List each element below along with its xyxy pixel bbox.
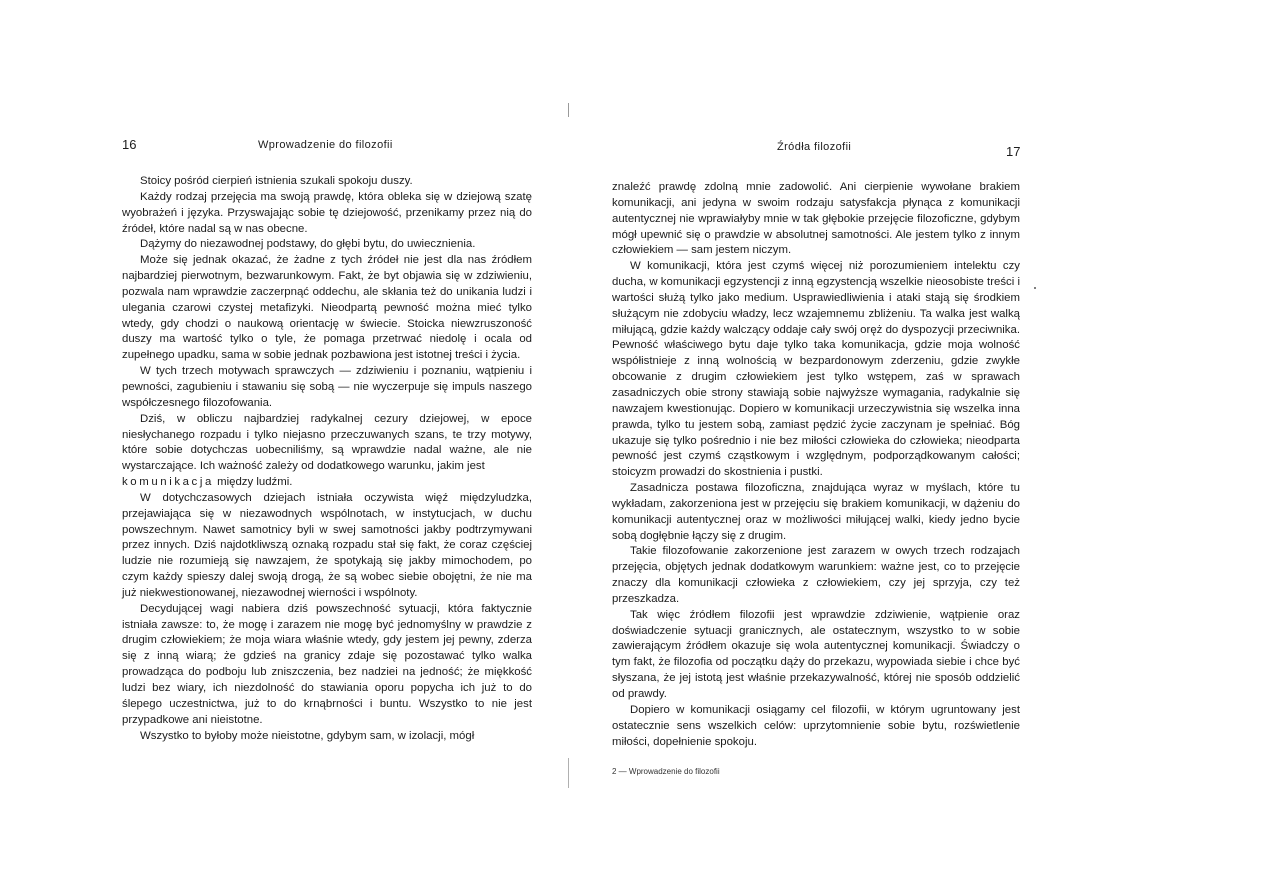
left-paragraph-4: Może się jednak okazać, że żadne z tych źródeł nie jest dla nas źródłem najbardziej pierwotnym, bezwarunkowym. Fakt, że byt objawia się w zdziwieniu, pozwala nam wprawdzie zaczerpnąć oddechu, ale skłania też do unikania ludzi i ulegania czarowi czystej metafizyki. Nieodpartą pewność można mieć tylko wtedy, gdy chodzi o naukową orientację w świecie. Stoicka niewzruszoność duszy ma wartość tylko o tyle, że pomaga przetrwać niedolę i ocala od zupełnego upadku, sama w sobie jednak pozbawiona jest istotnej treści i życia. — [122, 254, 532, 362]
right-body-text — [612, 180, 1020, 750]
left-paragraph-1: Stoicy pośród cierpień istnienia szukali spokoju duszy. — [140, 175, 413, 187]
spaced-term-tail: między ludźmi. — [213, 476, 293, 489]
left-paragraph-2: Każdy rodzaj przejęcia ma swoją prawdę, która obleka się w dziejową szatę wyobrażeń i języka. Przyswajając sobie tę dziejowość, przenikamy przez nią do źródeł, które nadal są w nas obecne. — [122, 190, 532, 235]
left-paragraph-6 — [122, 412, 532, 491]
left-paragraph-5: W tych trzech motywach sprawczych — zdziwieniu i poznaniu, wątpieniu i pewności, zagubieniu i stawaniu się sobą — nie wyczerpuje się impuls naszego współczesnego filozofowania. — [122, 365, 532, 409]
left-paragraph-9: Wszystko to byłoby może nieistotne, gdybym sam, w izolacji, mógł — [140, 729, 475, 742]
scan-speck — [1034, 287, 1036, 289]
left-paragraph-8: Decydującej wagi nabiera dziś powszechność sytuacji, która faktycznie istniała zawsze: to, że mogę i zarazem nie mogę być jednomyślny w prawdzie z drugim człowiekiem; że moja wiara właśnie wtedy, gdy jestem jej pewny, zderza się z inną wiarą; że gdzieś na granicy zdaje się pozostawać tylko walka prowadząca do podboju lub zniszczenia, bez nadziei na jedność; że miękkość ludzi bez wiary, ich niezdolność do stawiania oporu popycha ich już to do ślepego uczestnictwa, już to do krnąbrności i buntu. Wszystko to nie jest przypadkowe ani nieistotne. — [122, 602, 532, 726]
left-paragraph-3: Dążymy do niezawodnej podstawy, do głębi bytu, do uwiecznienia. — [140, 238, 476, 251]
right-paragraph-3: Zasadnicza postawa filozoficzna, znajdująca wyraz w myślach, które tu wykładam, zakorzeniona jest w przejęciu się brakiem komunikacji, w dążeniu do komunikacji autentycznej oraz w możliwości miłującej walki, kiedy jedno bycie sobą dogłębnie łączy się z drugim. — [612, 482, 1020, 542]
signature-note: 2 — Wprowadzenie do filozofii — [612, 767, 720, 776]
left-paragraph-6-text: Dziś, w obliczu najbardziej radykalnej cezury dziejowej, w epoce niesłychanego rozpadu i tylko niejasno przeczuwanych szans, te trzy motywy, które sobie dotychczas uobecniliśmy, są wprawdzie nadal ważne, ale nie wystarczające. Ich ważność zależy od dodatkowego warunku, jakim jest — [122, 412, 532, 473]
right-page-number: 17 — [1006, 144, 1021, 159]
right-paragraph-2: W komunikacji, która jest czymś więcej niż porozumieniem intelektu czy ducha, w komunikacji egzystencji z inną egzystencją wszelkie nieosobiste treści i wartości służą tylko jako medium. Usprawiedliwienia i ataki stają się środkiem służącym nie zdobyciu władzy, lecz wzajemnemu zbliżeniu. Ta walka jest walką miłującą, gdzie każdy walczący oddaje cały swój oręż do dyspozycji przeciwnika. Pewność właściwego bytu daje tylko taka komunikacja, gdzie moja wolność współistnieje z inną wolnością w bezpardonowym zderzeniu, gdzie zwykłe obcowanie z drugim człowiekiem jest tylko wstępem, zaś w sprawach zasadniczych obie strony stawiają sobie najwyższe wymagania, radykalnie się nawzajem kwestionując. Dopiero w komunikacji urzeczywistnia się wszelka inna prawda, tylko tu jestem sobą, zamiast pędzić życie zaczynam je spełniać. Bóg ukazuje się tylko pośrednio i nie bez miłości człowieka do człowieka; nieodparta pewność jest czymś cząstkowym i względnym, podporządkowanym całości; stoicyzm prowadzi do skostnienia i pustki. — [612, 260, 1020, 479]
spaced-term-komunikacja: komunikacja — [122, 476, 214, 489]
right-running-head: Źródła filozofii — [777, 141, 852, 153]
right-paragraph-1: znaleźć prawdę zdolną mnie zadowolić. Ani cierpienie wywołane brakiem komunikacji, ani jedyna w swoim rodzaju satysfakcja płynąca z komunikacji autentycznej nie wprawiałyby mnie w tak głębokie przejęcie filozoficzne, gdybym mógł upewnić się o prawdzie w absolutnej samotności. Ale jestem tylko z innym człowiekiem — sam jestem niczym. — [612, 181, 1020, 257]
right-page — [568, 0, 1263, 893]
right-paragraph-6: Dopiero w komunikacji osiągamy cel filozofii, w którym ugruntowany jest ostatecznie sens wszelkich celów: uprzytomnienie sobie bytu, rozświetlenie miłości, dopełnienie spokoju. — [612, 703, 1020, 748]
right-paragraph-4: Takie filozofowanie zakorzenione jest zarazem w owych trzech rodzajach przejęcia, objętych jednak dodatkowym warunkiem: ważne jest, co to przejęcie znaczy dla komunikacji człowieka z człowiekiem, czy jej sprzyja, czy też przeszkadza. — [612, 545, 1020, 605]
left-page — [0, 0, 568, 893]
left-body-text — [122, 174, 532, 744]
right-paragraph-5: Tak więc źródłem filozofii jest wprawdzie zdziwienie, wątpienie oraz doświadczenie sytuacji granicznych, ale ostatecznym, wszystko to w sobie zawierającym źródłem okazuje się wola autentycznej komunikacji. Świadczy o tym fakt, że filozofia od początku dąży do przekazu, wypowiada siebie i chce być słyszana, że jej istotą jest właśnie przekazywalność, której nie sposób oddzielić od prawdy. — [612, 608, 1020, 700]
left-paragraph-7: W dotychczasowych dziejach istniała oczywista więź międzyludzka, przejawiająca się w niezawodnych wspólnotach, w instytucjach, w duchu powszechnym. Nawet samotnicy byli w swej samotności jakby podtrzymywani przez innych. Dziś najdotkliwszą oznaką rozpadu stał się fakt, że coraz częściej ludzie nie rozumieją się nawzajem, że spotykają się jakby mimochodem, po czym każdy spieszy dalej swoją drogą, że są wobec siebie obojętni, że nie ma już niekwestionowanej, niezawodnej wierności i wspólnoty. — [122, 491, 532, 599]
left-running-head: Wprowadzenie do filozofii — [258, 139, 393, 151]
left-page-number: 16 — [122, 137, 137, 152]
